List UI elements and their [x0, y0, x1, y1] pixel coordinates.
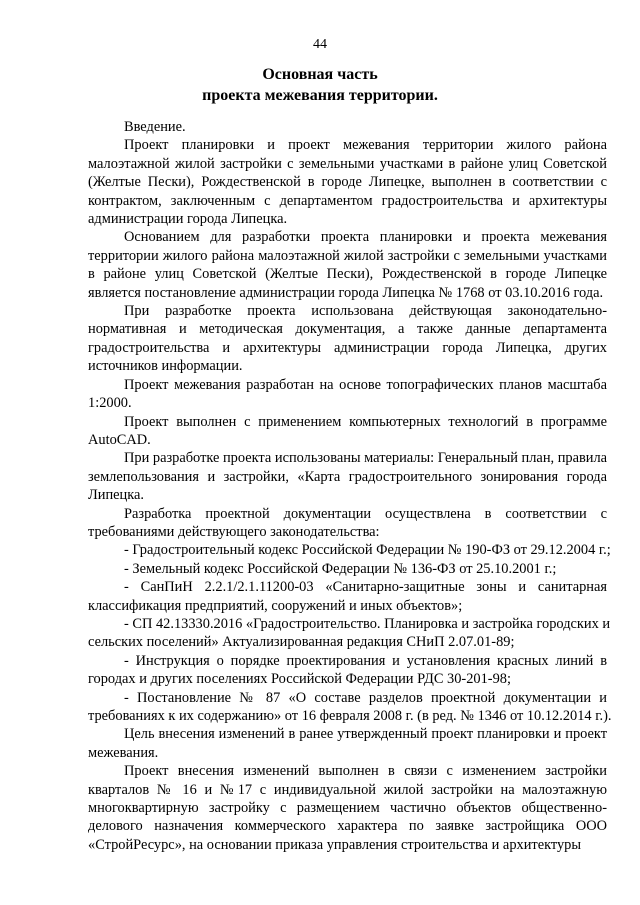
title-line-2: проекта межевания территории.: [202, 87, 438, 104]
paragraph: [88, 228, 607, 302]
text-line: источников информации.: [88, 358, 243, 375]
paragraph: [88, 689, 612, 726]
text-line: Липецка.: [88, 487, 145, 504]
text-line: администрации города Липецка.: [88, 211, 288, 228]
paragraph: [88, 136, 607, 228]
text-line: контрактом, заключенным с департаментом градостроительства и архитектуры: [88, 192, 607, 209]
paragraph: [88, 413, 607, 450]
text-line: 1:2000.: [88, 395, 132, 412]
text-line: требованиях к их содержанию» от 16 февраля 2008 г. (в ред. № 1346 от 10.12.2014 г.).: [88, 708, 612, 724]
text-line: - Градостроительный кодекс Российской Федерации № 190-ФЗ от 29.12.2004 г.;: [124, 542, 611, 559]
text-line: - Земельный кодекс Российской Федерации № 136-ФЗ от 25.10.2001 г.;: [124, 560, 557, 577]
text-line: городах и других поселениях Российской Федерации РДС 30-201-98;: [88, 671, 511, 688]
paragraph: [88, 560, 607, 578]
text-line: нормативная и методическая документация, а также данные департамента: [88, 321, 607, 338]
text-line: в районе улиц Советской (Желтые Пески), Рождественской в городе Липецке: [88, 266, 607, 283]
text-line: - СП 42.13330.2016 «Градостроительство. Планировка и застройка городских и: [124, 615, 611, 632]
text-line: Проект планировки и проект межевания территории жилого района: [124, 137, 607, 154]
text-line: многоквартирную застройку с размещением частично объектов общественно-: [88, 800, 607, 817]
paragraph: [88, 376, 607, 413]
text-line: (Желтые Пески), Рождественской в городе Липецке, выполнен в соответствии с: [88, 174, 607, 191]
paragraph: [88, 505, 607, 542]
title-line-1: Основная часть: [262, 66, 378, 83]
paragraph: [88, 118, 607, 136]
text-line: Проект выполнен с применением компьютерных технологий в программе: [124, 413, 607, 430]
text-line: При разработке проекта использованы материалы: Генеральный план, правила: [124, 450, 608, 467]
text-line: Проект межевания разработан на основе топографических планов масштаба: [124, 376, 607, 393]
text-line: «СтройРесурс», на основании приказа управления строительства и архитектуры: [88, 836, 582, 853]
paragraph: [88, 615, 611, 652]
text-line: При разработке проекта использована действующая законодательно-: [124, 303, 607, 320]
text-line: - Постановление № 87 «О составе разделов проектной документации и: [124, 689, 607, 706]
text-line: - Инструкция о порядке проектирования и установления красных линий в: [124, 652, 607, 669]
text-line: требованиями действующего законодательства:: [88, 523, 380, 540]
text-line: Основанием для разработки проекта планировки и проекта межевания: [124, 229, 607, 246]
paragraph: [88, 449, 607, 504]
paragraph: [88, 578, 607, 615]
text-line: AutoCAD.: [88, 431, 151, 448]
text-line: Цель внесения изменений в ранее утвержденный проект планировки и проект: [124, 726, 607, 743]
text-line: межевания.: [88, 744, 159, 761]
page-title: [0, 64, 640, 106]
text-line: кварталов № 16 и №17 с индивидуальной жилой застройки на малоэтажную: [88, 781, 607, 798]
paragraph: [88, 725, 607, 762]
text-line: является постановление администрации города Липецка № 1768 от 03.10.2016 года.: [88, 284, 604, 301]
text-line: территории жилого района малоэтажной жилой застройки с земельными участками: [88, 247, 607, 264]
text-line: градостроительства и архитектуры администрации города Липецка, других: [88, 339, 607, 356]
text-line: Введение.: [124, 119, 186, 135]
paragraph: [88, 302, 607, 376]
text-line: делового назначения коммерческого характера по заявке застройщика ООО: [88, 818, 607, 835]
text-line: землепользования и застройки, «Карта градостроительного зонирования города: [88, 468, 607, 485]
paragraph: [88, 652, 607, 689]
text-line: Проект внесения изменений выполнен в связи с изменением застройки: [124, 763, 607, 780]
page-number: 44: [313, 37, 327, 52]
document-body: [88, 118, 612, 854]
text-line: малоэтажной жилой застройки с земельными участками в районе улиц Советской: [88, 155, 607, 172]
text-line: - СанПиН 2.2.1/2.1.11200-03 «Санитарно-защитные зоны и санитарная: [124, 579, 607, 596]
paragraph: [88, 762, 607, 854]
paragraph: [88, 541, 611, 559]
text-line: сельских поселений» Актуализированная редакция СНиП 2.07.01-89;: [88, 634, 515, 651]
text-line: Разработка проектной документации осуществлена в соответствии с: [124, 505, 607, 522]
text-line: классификация предприятий, сооружений и иных объектов»;: [88, 597, 463, 614]
